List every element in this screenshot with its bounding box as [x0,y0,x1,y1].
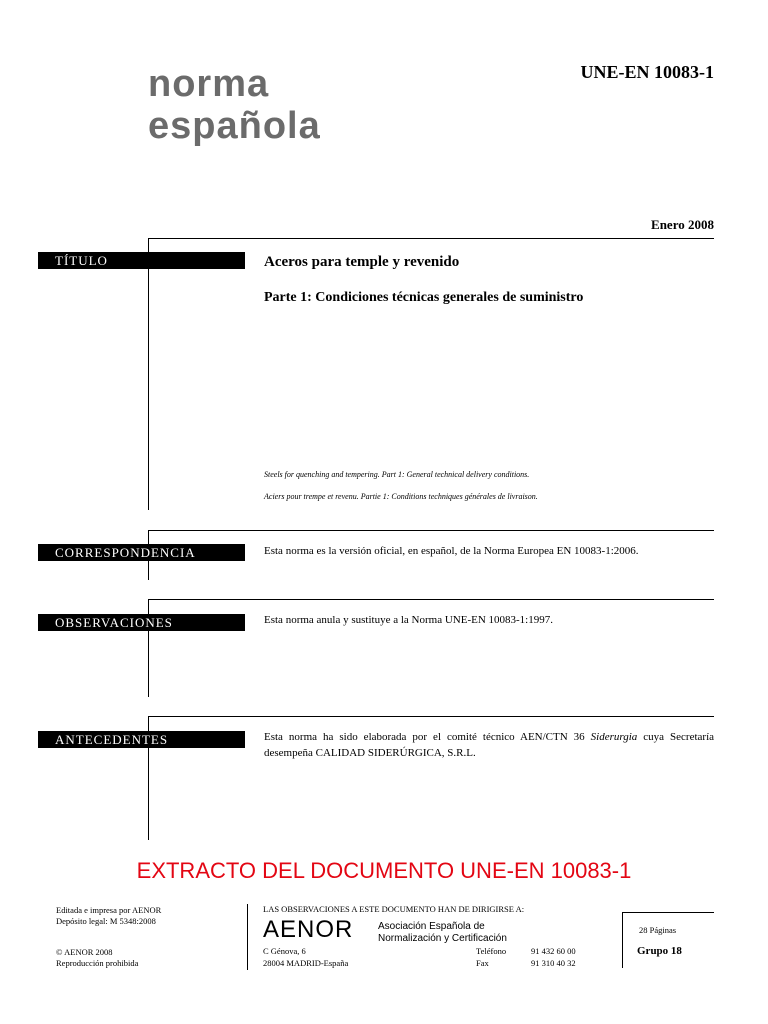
standard-code: UNE-EN 10083-1 [580,62,714,82]
footer-observations-heading: LAS OBSERVACIONES A ESTE DOCUMENTO HAN DE DIRIGIRSE A: [263,904,525,914]
aenor-logo-text: AENOR [263,916,354,943]
label-observaciones: OBSERVACIONES [38,614,245,631]
footer-address-line2: 28004 MADRID-España [263,958,349,968]
footer-divider-left [247,904,248,970]
observaciones-text: Esta norma anula y sustituye a la Norma UNE-EN 10083-1:1997. [264,614,553,626]
footer-pages: 28 Páginas [639,925,677,935]
title-line1: Aceros para temple y revenido [264,254,460,270]
footer-edited-by: Editada e impresa por AENOR [56,905,162,915]
footer-copyright: © AENOR 2008 [56,947,113,957]
antecedentes-text-after: cuya Secretaría desempeña CALIDAD SIDERÚRGICA, S.R.L. [264,731,715,759]
footer-address-line1: C Génova, 6 [263,946,306,956]
title-line2: Parte 1: Condiciones técnicas generales de suministro [264,290,584,305]
divider-observaciones [148,599,714,600]
publication-date: Enero 2008 [651,217,714,232]
antecedentes-text-before: Esta norma ha sido elaborada por el comité técnico AEN/CTN 36 [264,731,591,743]
label-titulo: TÍTULO [38,252,245,269]
aenor-assoc-line1: Asociación Española de [378,921,485,932]
footer-phone-value: 91 432 60 00 [531,946,576,956]
label-antecedentes: ANTECEDENTES [38,731,245,748]
title-french: Aciers pour trempe et revenu. Partie 1: Conditions techniques générales de livraison. [264,492,538,501]
extract-banner: EXTRACTO DEL DOCUMENTO UNE-EN 10083-1 [136,858,632,883]
footer-group: Grupo 18 [637,945,682,957]
pages-group-box [622,912,714,968]
footer-legal-deposit: Depósito legal: M 5348:2008 [56,916,156,926]
footer-fax-value: 91 310 40 32 [531,958,576,968]
divider-correspondencia [148,530,714,531]
correspondencia-text: Esta norma es la versión oficial, en español, de la Norma Europea EN 10083-1:2006. [264,545,639,557]
title-english: Steels for quenching and tempering. Part 1: General technical delivery conditions. [264,470,530,479]
frame-vline-titulo [148,238,149,510]
label-correspondencia: CORRESPONDENCIA [38,544,245,561]
antecedentes-committee: Siderurgia [590,731,638,743]
footer-reproduction: Reproducción prohibida [56,958,139,968]
logo-norma: norma [148,63,270,105]
footer-phone-label: Teléfono [476,946,507,956]
antecedentes-text [264,729,714,761]
logo-espanola: española [148,105,321,147]
aenor-assoc-line2: Normalización y Certificación [378,933,507,944]
divider-titulo [148,238,714,239]
divider-antecedentes [148,716,714,717]
footer-fax-label: Fax [476,958,489,968]
